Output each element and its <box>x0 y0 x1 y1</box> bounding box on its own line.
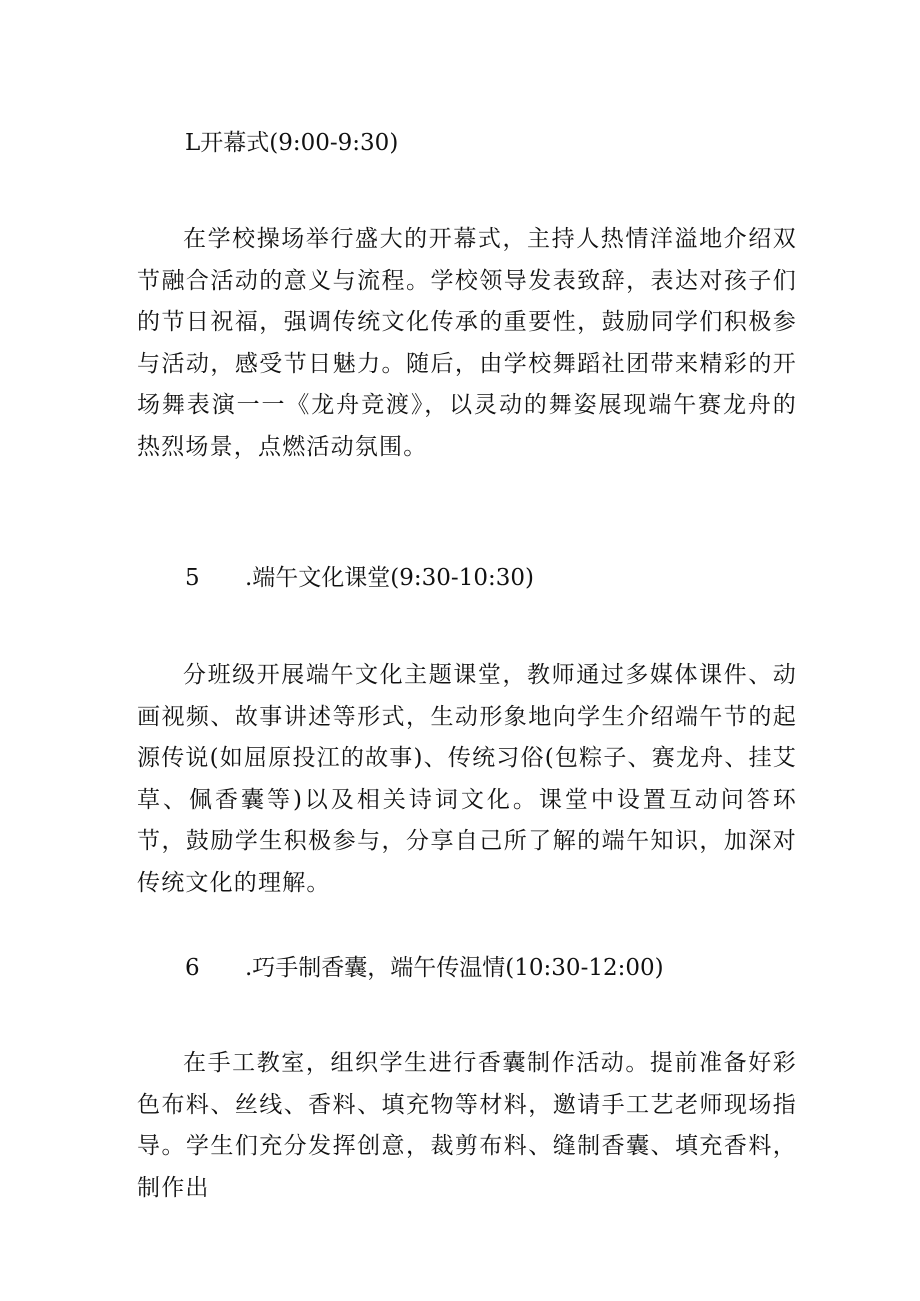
heading-number: 6 <box>185 955 200 981</box>
section-body-culture-class: 分班级开展端午文化主题课堂，教师通过多媒体课件、动画视频、故事讲述等形式，生动形象地向学生介绍端午节的起源传说(如屈原投江的故事)、传统习俗(包粽子、赛龙舟、挂艾草、佩香囊等)以及相关诗词文化。课堂中设置互动问答环节，鼓励学生积极参与，分享自己所了解的端午知识，加深对传统文化的理解。 <box>137 662 797 896</box>
section-heading-culture-class <box>185 563 534 593</box>
heading-text: .巧手制香囊，端午传温情(10:30-12:00) <box>245 955 664 981</box>
section-body-sachet-making: 在手工教室，组织学生进行香囊制作活动。提前准备好彩色布料、丝线、香料、填充物等材料，邀请手工艺老师现场指导。学生们充分发挥创意，裁剪布料、缝制香囊、填充香料，制作出 <box>137 1050 797 1201</box>
section-heading-sachet-making <box>185 953 664 983</box>
heading-text: L开幕式(9:00-9:30) <box>185 130 399 156</box>
heading-text: .端午文化课堂(9:30-10:30) <box>245 565 534 591</box>
section-body-opening-ceremony: 在学校操场举行盛大的开幕式，主持人热情洋溢地介绍双节融合活动的意义与流程。学校领导发表致辞，表达对孩子们的节日祝福，强调传统文化传承的重要性，鼓励同学们积极参与活动，感受节日魅力。随后，由学校舞蹈社团带来精彩的开场舞表演一一《龙舟竞渡》，以灵动的舞姿展现端午赛龙舟的热烈场景，点燃活动氛围。 <box>137 226 797 460</box>
section-heading-opening-ceremony <box>185 128 398 158</box>
heading-number: 5 <box>185 565 200 591</box>
